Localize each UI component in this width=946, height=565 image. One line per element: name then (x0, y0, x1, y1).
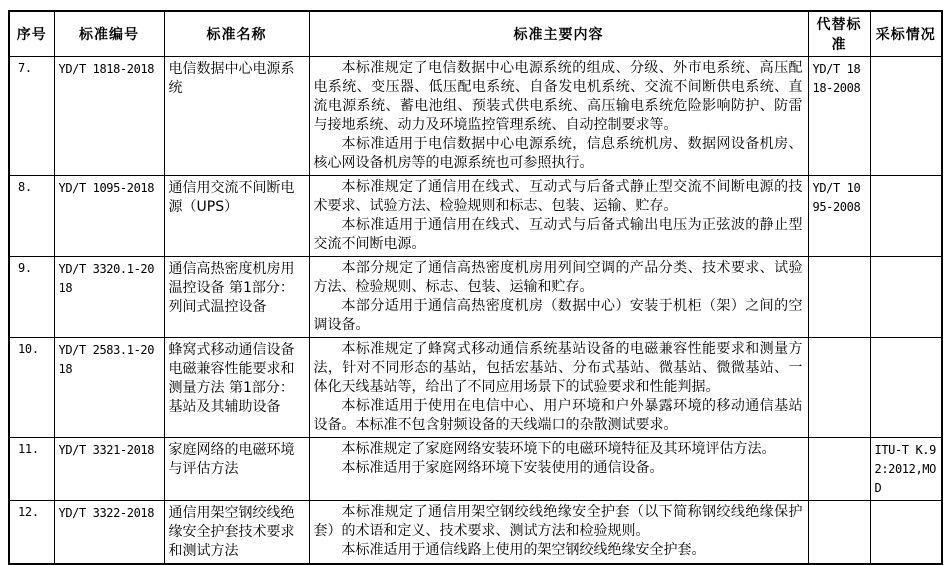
col-header-main-content: 标准主要内容 (309, 11, 808, 57)
cell-adoption-status (870, 57, 942, 176)
content-paragraph: 本标准适用于通信用在线式、互动式与后备式输出电压为正弦波的静止型交流不间断电源。 (313, 217, 803, 252)
cell-standard-code: YD/T 2583.1-2018 (54, 338, 164, 438)
col-header-adoption: 采标情况 (870, 11, 942, 57)
cell-adoption-status (870, 257, 942, 338)
content-paragraph: 本部分适用于通信高热密度机房（数据中心）安装于机柜（架）之间的空调设备。 (313, 298, 803, 333)
content-paragraph: 本标准规定了电信数据中心电源系统的组成、分级、外市电系统、高压配电系统、变压器、低压配电系统、自备发电机系统、交流不间断供电系统、直流电源系统、蓄电池组、预装式供电系统、高压输电系统危险影响防护、防雷与接地系统、动力及环境监控管理系统、自动控制要求等。 (313, 60, 803, 133)
cell-replaced-standard (808, 501, 870, 565)
cell-index: 7. (9, 57, 54, 176)
cell-standard-code: YD/T 3321-2018 (54, 438, 164, 501)
table-row (9, 338, 942, 438)
cell-index: 9. (9, 257, 54, 338)
col-header-code: 标准编号 (54, 11, 164, 57)
cell-replaced-standard: YD/T 1095-2008 (808, 176, 870, 257)
cell-index: 8. (9, 176, 54, 257)
content-paragraph: 本标准适用于家庭网络环境下安装使用的通信设备。 (341, 460, 664, 476)
cell-adoption-status (870, 338, 942, 438)
col-header-index: 序号 (9, 11, 54, 57)
cell-index: 11. (9, 438, 54, 501)
table-row (9, 176, 942, 257)
cell-main-content (309, 338, 808, 438)
table-header-row (9, 11, 942, 57)
standards-table (8, 10, 943, 565)
content-paragraph: 本标准适用于电信数据中心电源系统，信息系统机房、数据网设备机房、核心网设备机房等的电源系统也可参照执行。 (313, 136, 803, 171)
content-paragraph: 本标准规定了通信用架空钢绞线绝缘安全护套（以下简称钢绞线绝缘保护套）的术语和定义、技术要求、测试方法和检验规则。 (313, 504, 803, 539)
cell-replaced-standard (808, 257, 870, 338)
content-paragraph: 本标准规定了家庭网络安装环境下的电磁环境特征及其环境评估方法。 (341, 441, 776, 457)
table-row (9, 438, 942, 501)
cell-standard-code: YD/T 3320.1-2018 (54, 257, 164, 338)
cell-standard-name: 家庭网络的电磁环境与评估方法 (164, 438, 309, 501)
cell-standard-code: YD/T 1095-2018 (54, 176, 164, 257)
content-paragraph: 本部分规定了通信高热密度机房用列间空调的产品分类、技术要求、试验方法、检验规则、标志、包装、运输和贮存。 (313, 260, 803, 295)
cell-standard-code: YD/T 3322-2018 (54, 501, 164, 565)
table-row (9, 57, 942, 176)
cell-main-content (309, 57, 808, 176)
cell-standard-name: 通信用架空钢绞线绝缘安全护套技术要求和测试方法 (164, 501, 309, 565)
cell-adoption-status (870, 501, 942, 565)
content-paragraph: 本标准适用于通信线路上使用的架空钢绞线绝缘安全护套。 (341, 542, 706, 558)
table-row (9, 501, 942, 565)
cell-adoption-status (870, 176, 942, 257)
cell-main-content (309, 501, 808, 565)
cell-index: 12. (9, 501, 54, 565)
cell-main-content (309, 438, 808, 501)
content-paragraph: 本标准规定了通信用在线式、互动式与后备式静止型交流不间断电源的技术要求、试验方法、检验规则和标志、包装、运输、贮存。 (313, 179, 803, 214)
cell-main-content (309, 176, 808, 257)
cell-standard-name: 蜂窝式移动通信设备电磁兼容性能要求和测量方法 第1部分：基站及其辅助设备 (164, 338, 309, 438)
cell-adoption-status: ITU-T K.92:2012,MOD (870, 438, 942, 501)
col-header-name: 标准名称 (164, 11, 309, 57)
content-paragraph: 本标准规定了蜂窝式移动通信系统基站设备的电磁兼容性能要求和测量方法，针对不同形态的基站，包括宏基站、分布式基站、微基站、微微基站、一体化天线基站等，给出了不同应用场景下的试验要求和性能判据。 (313, 341, 803, 395)
cell-standard-code: YD/T 1818-2018 (54, 57, 164, 176)
cell-standard-name: 通信用交流不间断电源（UPS） (164, 176, 309, 257)
cell-standard-name: 通信高热密度机房用温控设备 第1部分：列间式温控设备 (164, 257, 309, 338)
cell-standard-name: 电信数据中心电源系统 (164, 57, 309, 176)
col-header-replaces: 代替标准 (808, 11, 870, 57)
cell-replaced-standard (808, 438, 870, 501)
cell-main-content (309, 257, 808, 338)
table-row (9, 257, 942, 338)
cell-index: 10. (9, 338, 54, 438)
content-paragraph: 本标准适用于使用在电信中心、用户环境和户外暴露环境的移动通信基站设备。本标准不包含射频设备的天线端口的杂散测试要求。 (313, 398, 803, 433)
cell-replaced-standard (808, 338, 870, 438)
cell-replaced-standard: YD/T 1818-2008 (808, 57, 870, 176)
